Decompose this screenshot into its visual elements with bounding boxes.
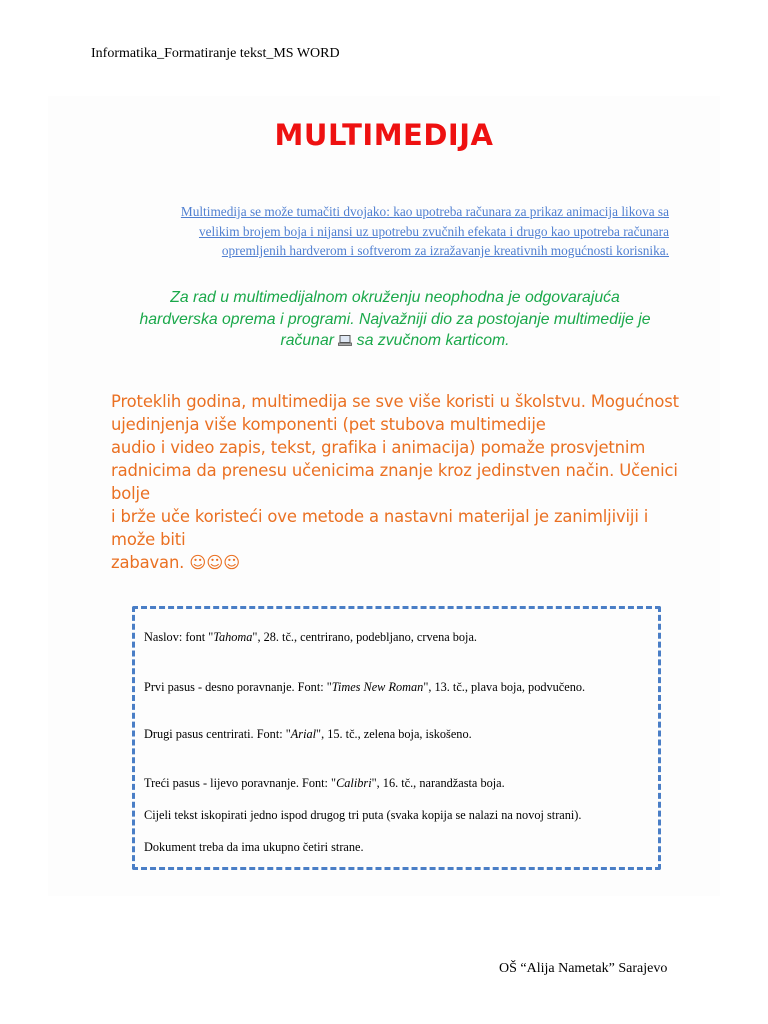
paragraph-2 [104,287,686,352]
paragraph-3 [111,390,686,574]
task-text: Naslov: font " [144,630,214,644]
paragraph-1-line: opremljenih hardverom i softverom za izražavanje kreativnih mogućnosti korisnika. [221,243,669,258]
task-text: Treći pasus - lijevo poravnanje. Font: " [144,776,337,790]
paragraph-1-line: Multimedija se može tumačiti dvojako: kao upotreba računara za prikaz animacija likova sa [180,204,669,219]
paragraph-3-line: i brže uče koristeći ove metode a nastavni materijal je zanimljiviji i može biti [111,507,649,549]
task-font-name: Tahoma [213,630,253,644]
page-footer: OŠ “Alija Nametak” Sarajevo [499,961,668,976]
paragraph-3-line: ujedinjenja više komponenti (pet stubova multimedije [111,415,546,434]
task-font-name: Arial [290,727,317,741]
paragraph-1-line: velikim brojem boja i nijansi uz upotrebu zvučnih efekata i drugo kao upotreba računara [198,223,669,239]
task-font-name: Times New Roman [331,680,424,694]
paragraph-2-line: Za rad u multimedijalnom okruženju neophodna je odgovarajuća [170,289,620,306]
task-text: ", 16. tč., narandžasta boja. [371,776,505,790]
paragraph-2-line: hardverska oprema i programi. Najvažniji dio za postojanje multimedije je [139,310,651,328]
task-text: ", 28. tč., centrirano, podebljano, crvena boja. [252,630,477,644]
paragraph-3-line: audio i video zapis, tekst, grafika i animacija) pomaže prosvjetnim [111,438,646,457]
page-header: Informatika_Formatiranje tekst_MS WORD [91,46,340,61]
paragraph-2-text: računar [280,332,339,349]
task-text: ", 15. tč., zelena boja, iskošeno. [316,727,472,741]
paragraph-3-line: zabavan. ☺☺☺ [111,553,241,572]
task-line: Dokument treba da ima ukupno četiri strane. [144,840,364,854]
task-text: Prvi pasus - desno poravnanje. Font: " [144,680,332,694]
task-line [144,727,472,742]
task-font-name: Calibri [336,776,372,790]
paragraph-2-text: sa zvučnom karticom. [352,332,510,349]
paragraph-1 [120,202,669,261]
task-line: Cijeli tekst iskopirati jedno ispod drugog tri puta (svaka kopija se nalazi na novoj strani). [144,808,582,822]
task-line [144,630,477,645]
computer-icon [338,331,352,342]
paragraph-2-line [104,330,686,352]
paragraph-3-line: Proteklih godina, multimedija se sve više koristi u školstvu. Mogućnost [111,392,679,411]
task-text: ", 13. tč., plava boja, podvučeno. [423,680,586,694]
document-title: MULTIMEDIJA [274,118,494,152]
task-line [144,776,505,791]
task-text: Drugi pasus centrirati. Font: " [144,727,291,741]
task-line [144,680,585,695]
paragraph-3-line: radnicima da prenesu učenicima znanje kroz jedinstven način. Učenici bolje [111,461,678,503]
